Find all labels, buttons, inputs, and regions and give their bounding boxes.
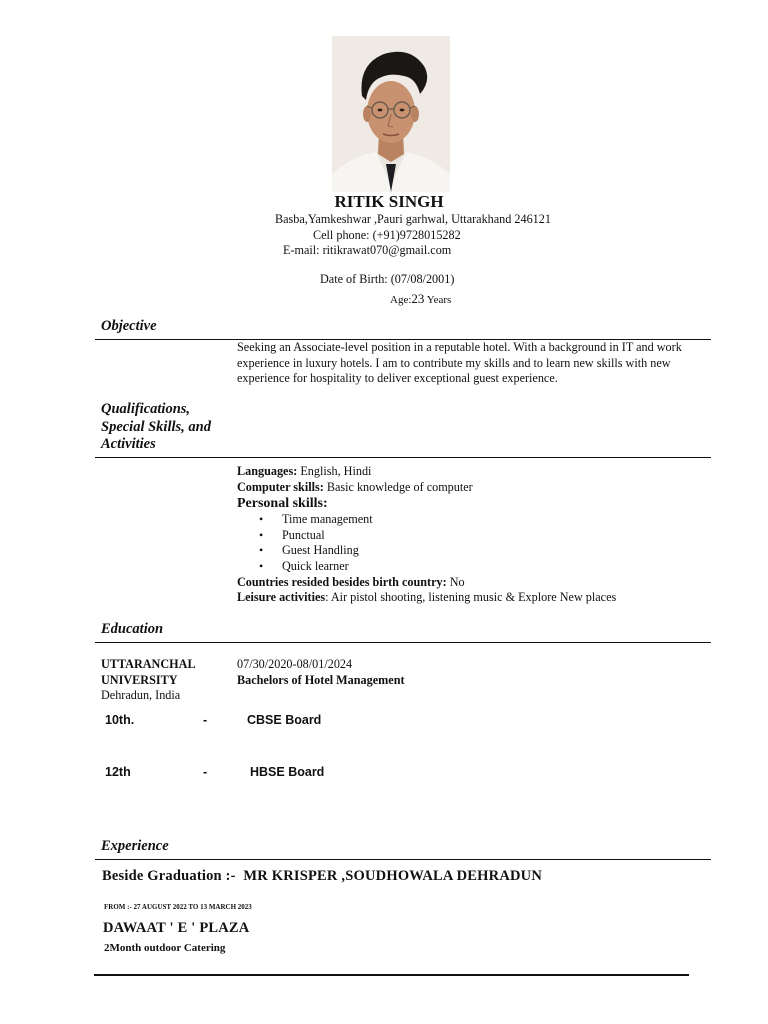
section-title-education: Education	[101, 621, 164, 637]
personal-skills-list	[237, 512, 712, 574]
languages-label: Languages:	[237, 464, 298, 478]
beside-graduation	[102, 868, 542, 885]
date-of-birth: Date of Birth: (07/08/2001)	[320, 272, 455, 286]
leisure-label: Leisure activities	[237, 590, 326, 605]
computer-skills-label: Computer skills:	[237, 479, 324, 494]
beside-graduation-value: MR KRISPER ,SOUDHOWALA DEHRADUN	[243, 868, 543, 884]
experience-period: FROM :- 27 AUGUST 2022 TO 13 MARCH 2023	[104, 903, 252, 911]
beside-graduation-label: Beside Graduation :-	[102, 868, 236, 884]
list-item: • Punctual	[237, 528, 712, 544]
objective-text	[237, 340, 712, 387]
grade-dash: -	[203, 765, 208, 779]
qualifications-title-line: Special Skills, and	[101, 418, 211, 435]
list-item: • Quick learner	[237, 559, 712, 575]
candidate-name: RITIK SINGH	[334, 192, 444, 211]
grade-dash: -	[203, 713, 208, 727]
languages-row	[237, 464, 712, 480]
section-title-qualifications	[101, 401, 211, 454]
countries-row	[237, 575, 712, 591]
address: Basba,Yamkeshwar ,Pauri garhwal, Uttarakhand 246121	[275, 212, 551, 226]
board-10: CBSE Board	[247, 713, 322, 727]
objective-line: Seeking an Associate-level position in a reputable hotel. With a background in IT and work	[237, 340, 682, 354]
university-location: Dehradun, India	[101, 688, 181, 703]
computer-skills-row	[237, 480, 712, 496]
computer-skills-value: Basic knowledge of computer	[323, 479, 473, 494]
section-title-experience: Experience	[101, 838, 169, 854]
countries-label: Countries resided besides birth country:	[237, 574, 447, 589]
university-name-line: UTTARANCHAL	[101, 657, 196, 671]
section-title-objective: Objective	[101, 318, 157, 334]
age-prefix: Age:	[390, 294, 412, 306]
objective-line: experience in luxury hotels. I am to contribute my skills and to learn new skills with new	[237, 355, 671, 370]
degree-block	[237, 657, 405, 688]
email: E-mail: ritikrawat070@gmail.com	[283, 243, 452, 257]
university-name-line: UNIVERSITY	[101, 672, 178, 687]
objective-line: experience for hospitality to deliver exceptional guest experience.	[237, 371, 558, 386]
age-suffix: Years	[424, 294, 452, 306]
degree-dates: 07/30/2020-08/01/2024	[237, 657, 353, 671]
divider	[95, 859, 711, 860]
list-item: • Time management	[237, 512, 712, 528]
leisure-row	[237, 590, 712, 606]
languages-value: English, Hindi	[297, 464, 372, 478]
qualifications-title-line: Activities	[101, 436, 156, 452]
grade-10: 10th.	[105, 713, 135, 727]
list-item: • Guest Handling	[237, 543, 712, 559]
person-portrait-icon	[332, 36, 450, 192]
degree-name: Bachelors of Hotel Management	[237, 672, 405, 687]
university-block	[101, 657, 196, 704]
age-value: 23	[411, 291, 425, 306]
qualifications-title-line: Qualifications,	[101, 401, 191, 417]
divider	[95, 642, 711, 643]
countries-value: No	[446, 574, 465, 589]
phone: Cell phone: (+91)9728015282	[313, 228, 461, 242]
divider	[95, 457, 711, 458]
leisure-value: : Air pistol shooting, listening music & Explore New places	[325, 590, 617, 605]
age	[390, 291, 451, 307]
qualifications-content	[237, 464, 712, 606]
board-12: HBSE Board	[250, 765, 325, 779]
personal-skills-label: Personal skills:	[237, 496, 328, 512]
bottom-divider	[94, 974, 689, 976]
profile-photo	[332, 36, 450, 192]
grade-12: 12th	[105, 765, 131, 779]
company-name: DAWAAT ' E ' PLAZA	[103, 920, 250, 936]
experience-detail: 2Month outdoor Catering	[104, 942, 226, 954]
